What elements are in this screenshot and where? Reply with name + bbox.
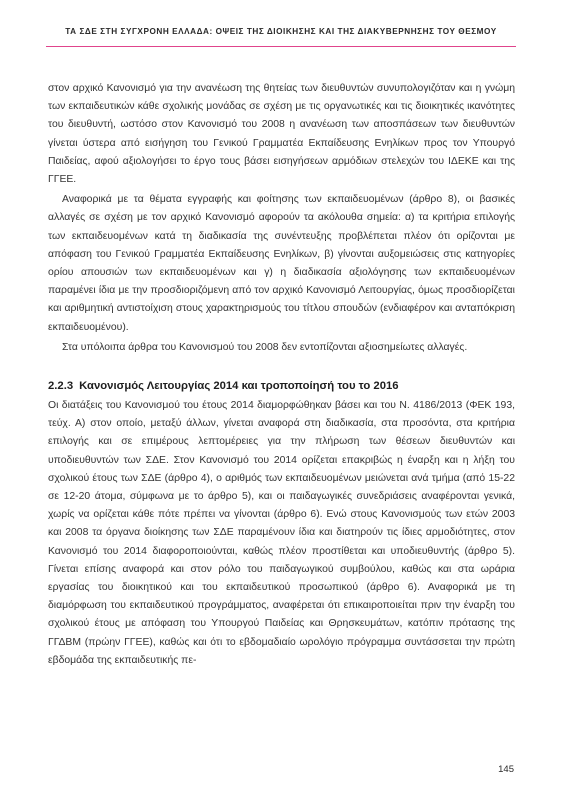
paragraph-remaining-articles: Στα υπόλοιπα άρθρα του Κανονισμού του 2008 δεν εντοπίζονται αξιοσημείωτες αλλαγές. <box>62 341 468 353</box>
page-number: 145 <box>498 764 514 775</box>
body-text <box>48 80 515 670</box>
running-header: ΤΑ ΣΔΕ ΣΤΗ ΣΥΓΧΡΟΝΗ ΕΛΛΑΔΑ: ΟΨΕΙΣ ΤΗΣ ΔΙΟΙΚΗΣΗΣ ΚΑΙ ΤΗΣ ΔΙΑΚΥΒΕΡΝΗΣΗΣ ΤΟΥ ΘΕΣΜΟΥ <box>65 27 497 36</box>
header-rule <box>46 46 516 47</box>
section-title: Κανονισμός Λειτουργίας 2014 και τροποποίησή του το 2016 <box>79 380 399 393</box>
section-body: Οι διατάξεις του Κανονισμού του έτους 2014 διαμορφώθηκαν βάσει και του Ν. 4186/2013 (ΦΕΚ 193, τεύχ. Α) στον οποίο, μεταξύ άλλων, γίνεται αναφορά στη διαδικασία, στα προσόντα, στα κριτήρια επιλογής και σε επιμέρους λεπτομέρειες για την πλήρωση των θέσεων διευθυντών και υποδιευθυντών των ΣΔΕ. Στον Κανονισμό του 2014 ορίζεται επακριβώς η έναρξη και η λήξη του σχολικού έτους των ΣΔΕ (άρθρο 4), ο αριθμός των εκπαιδευομένων μειώνεται ανά τμήμα (από 15-22 σε 12-20 άτομα, σύμφωνα με το άρθρο 5), και οι παιδαγωγικές συνεδριάσεις αναφέρονται γενικά, χωρίς να ορίζεται κάθε πότε πρέπει να γίνονται (άρθρο 6). Ενώ στους Κανονισμούς των ετών 2003 και 2008 τα όργανα διοίκησης των ΣΔΕ παραμένουν ίδια και διατηρούν τις ίδιες αρμοδιότητες, στον Κανονισμό του 2014 διαφοροποιούνται, καθώς πλέον προστίθεται και υποδιευθυντής (άρθρο 5). Γίνεται επίσης αναφορά και στον ρόλο του παιδαγωγικού συμβούλου, καθώς και στα ωράρια εργασίας του διοικητικού και του εκπαιδευτικού προσωπικού (άρθρο 6). Αναφορικά με τη διαμόρφωση του εκπαιδευτικού προγράμματος, αναφέρεται ότι επικαιροποιείται πριν την έναρξη του σχολικού έτους με απόφαση του Υπουργού Παιδείας και Θρησκευμάτων, κατόπιν πρότασης της ΓΓΔΒΜ (πρώην ΓΓΕΕ), καθώς και ότι το εβδομαδιαίο ωρολόγιο πρόγραμμα συντάσσεται την πρώτη εβδομάδα της εκπαιδευτικής πε- <box>48 400 515 666</box>
section-heading <box>48 377 515 395</box>
paragraph-continuation: στον αρχικό Κανονισμό για την ανανέωση της θητείας των διευθυντών συνυπολογιζόταν και η γνώμη των εκπαιδευτικών κάθε σχολικής μονάδας σε σχέση με τις οργανωτικές και τις διοικητικές ικανότητες του διευθυντή, ωστόσο στον Κανονισμό του 2008 η ανανέωση των αποσπάσεων των διευθυντών γίνεται ύστερα από εισήγηση του Γενικού Γραμματέα Εκπαίδευσης Ενηλίκων προς τον Υπουργό Παιδείας, αφού αξιολογήσει το έργο τους βάσει εισηγήσεων αρμόδιων στελεχών του ΙΔΕΚΕ και της ΓΓΕΕ. <box>48 83 515 186</box>
paragraph-enrollment: Αναφορικά με τα θέματα εγγραφής και φοίτησης των εκπαιδευομένων (άρθρο 8), οι βασικές αλλαγές σε σχέση με τον αρχικό Κανονισμό αφορούν τα ακόλουθα σημεία: α) τα κριτήρια επιλογής των εκπαιδευομένων κατά τη διαδικασία της συνέντευξης προβλέπεται πλέον ότι ορίζονται με απόφαση του Γενικού Γραμματέα Εκπαίδευσης Ενηλίκων, β) γίνονται αυξομειώσεις στις κατηγορίες ορίου απουσιών των εκπαιδευομένων και γ) η διαδικασία αξιολόγησης των εκπαιδευομένων παραμένει ίδια με την προσδιοριζόμενη από τον αρχικό Κανονισμό Λειτουργίας, όμως προσδιορίζεται και αριθμητική αντιστοίχιση στους χαρακτηρισμούς του τίτλου σπουδών (ενδιαφέρον και ανταπόκριση εκπαιδευομένου). <box>48 194 515 333</box>
section-number: 2.2.3 <box>48 380 74 393</box>
